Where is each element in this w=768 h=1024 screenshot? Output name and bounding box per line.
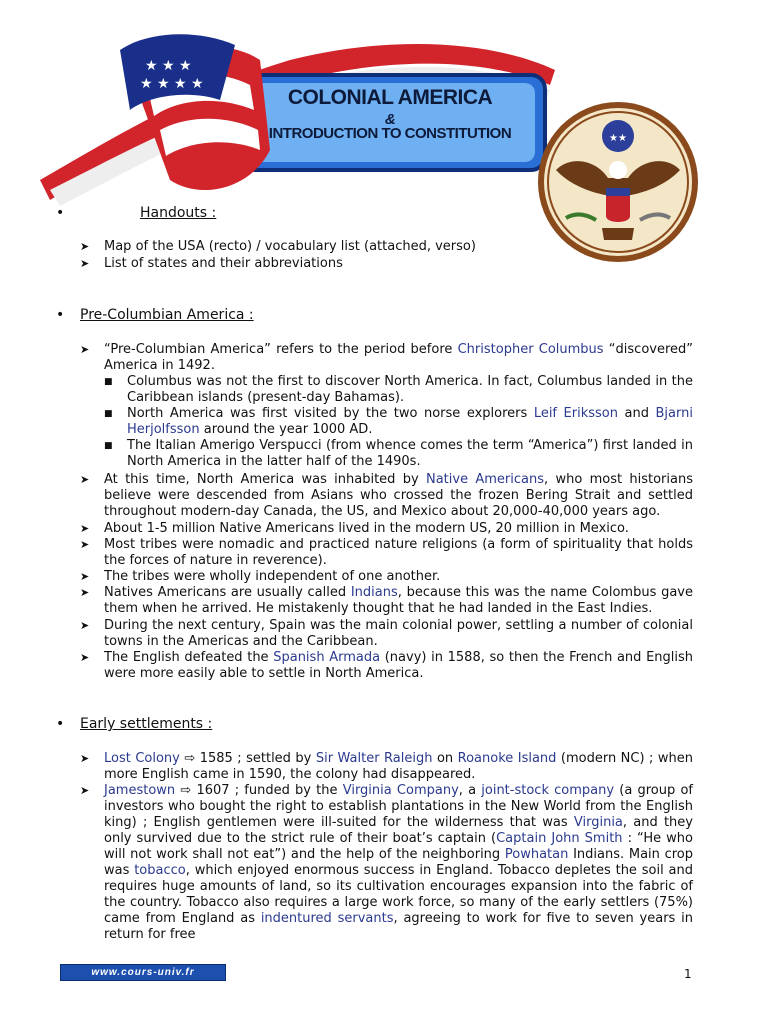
list-item: ➤ The English defeated the Spanish Armada (navy) in 1588, so then the French and English were more easily able to settle in North America. bbox=[80, 650, 694, 681]
square-bullet-icon: ■ bbox=[104, 441, 113, 451]
arrow-bullet-icon: ➤ bbox=[80, 257, 90, 270]
arrow-bullet-icon: ➤ bbox=[80, 240, 90, 253]
term-highlight: joint-stock company bbox=[481, 783, 615, 798]
bullet-dot: • bbox=[56, 716, 65, 732]
heading-text: Early settlements : bbox=[80, 716, 213, 732]
arrow-bullet-icon: ➤ bbox=[80, 343, 90, 356]
list-item: ➤ Map of the USA (recto) / vocabulary list (attached, verso) bbox=[80, 239, 476, 254]
arrow-bullet-icon: ➤ bbox=[80, 522, 90, 535]
svg-text:★ ★ ★ ★: ★ ★ ★ ★ bbox=[140, 76, 204, 92]
list-item: ➤ “Pre-Columbian America” refers to the period before Christopher Columbus “discovered” America in 1492. bbox=[80, 342, 694, 373]
list-item: ➤ The tribes were wholly independent of one another. bbox=[80, 569, 441, 584]
page-number: 1 bbox=[684, 967, 692, 981]
term-highlight: Virginia Company bbox=[342, 783, 459, 798]
bullet-dot: • bbox=[56, 205, 65, 221]
list-item: ➤ During the next century, Spain was the main colonial power, settling a number of colonial towns in the Americas and the Caribbean. bbox=[80, 618, 693, 649]
arrow-bullet-icon: ➤ bbox=[80, 473, 90, 486]
term-highlight: Christopher Columbus bbox=[457, 342, 604, 357]
sub-list-item: ■ Columbus was not the first to discover North America. In fact, Columbus landed in the Caribbean islands (present-day Bahamas). bbox=[104, 374, 693, 405]
term-highlight: Roanoke Island bbox=[457, 751, 557, 766]
term-highlight: Bjarni Herjolfsson bbox=[127, 406, 693, 437]
header-banner bbox=[30, 30, 560, 210]
banner-title-line1: COLONIAL AMERICA bbox=[287, 86, 493, 109]
sub-list-item: ■ North America was first visited by the two norse explorers Leif Eriksson and Bjarni Herjolfsson around the year 1000 AD. bbox=[104, 406, 693, 437]
arrow-bullet-icon: ➤ bbox=[80, 538, 90, 551]
term-highlight: tobacco bbox=[134, 863, 186, 878]
heading-text: Pre-Columbian America : bbox=[80, 307, 254, 323]
term-highlight: Powhatan bbox=[504, 847, 569, 862]
footer-site-link[interactable]: www.cours-univ.fr bbox=[60, 964, 226, 981]
sub-list-item: ■ The Italian Amerigo Verspucci (from whence comes the term “America”) first landed in North America in the latter half of the 1490s. bbox=[104, 438, 693, 469]
arrow-bullet-icon: ➤ bbox=[80, 752, 90, 765]
square-bullet-icon: ■ bbox=[104, 409, 113, 419]
term-highlight: Indians bbox=[350, 585, 398, 600]
list-item: ➤ At this time, North America was inhabited by Native Americans, who most historians believe were descended from Asians who crossed the frozen Bering Strait and settled throughout modern-day Canada, the US, and Mexico about 20,000-40,000 years ago. bbox=[80, 472, 693, 519]
list-item: ➤ List of states and their abbreviations bbox=[80, 256, 343, 271]
term-highlight: Sir Walter Raleigh bbox=[315, 751, 433, 766]
svg-text:★★: ★★ bbox=[609, 133, 627, 144]
arrow-bullet-icon: ➤ bbox=[80, 570, 90, 583]
svg-text:★ ★ ★: ★ ★ ★ bbox=[145, 58, 192, 74]
banner-ampersand: & bbox=[384, 111, 396, 128]
term-highlight: Leif Eriksson bbox=[533, 406, 618, 421]
term-highlight: Lost Colony bbox=[104, 751, 180, 766]
term-highlight: Virginia bbox=[573, 815, 623, 830]
term-highlight: Native Americans bbox=[425, 472, 545, 487]
list-item: ➤ Most tribes were nomadic and practiced nature religions (a form of spirituality that holds the forces of nature in reverence). bbox=[80, 537, 693, 568]
banner-title-line2: INTRODUCTION TO CONSTITUTION bbox=[268, 125, 512, 142]
arrow-bullet-icon: ➤ bbox=[80, 784, 90, 797]
arrow-bullet-icon: ➤ bbox=[80, 619, 90, 632]
term-highlight: indentured servants bbox=[260, 911, 394, 926]
square-bullet-icon: ■ bbox=[104, 377, 113, 387]
term-highlight: Jamestown bbox=[104, 783, 176, 798]
bullet-dot: • bbox=[56, 307, 65, 323]
list-item: ➤ Lost Colony ⇨ 1585 ; settled by Sir Walter Raleigh on Roanoke Island (modern NC) ; when more English came in 1590, the colony had disappeared. bbox=[80, 751, 693, 782]
heading-text: Handouts : bbox=[140, 205, 217, 221]
arrow-bullet-icon: ➤ bbox=[80, 651, 90, 664]
list-item: ➤ Jamestown ⇨ 1607 ; funded by the Virginia Company, a joint-stock company (a group of investors who bought the right to establish plantations in the New World from the English king) ; English gentlemen were ill-suited for the wilderness that was Virginia, and they only survived due to the strict rule of their boat’s captain (Captain John Smith : “He who will not work shall not eat”) and the help of the neighboring Powhatan Indians. Main crop was tobacco, which enjoyed enormous success in England. Tobacco depletes the soil and requires huge amounts of land, so its cultivation encourages expansion into the fabric of the country. Tobacco also requires a large work force, so many of the early settlers (75%) came from England as indentured servants, agreeing to work for five to seven years in return for free bbox=[80, 783, 694, 942]
term-highlight: Spanish Armada bbox=[273, 650, 381, 665]
term-highlight: Captain John Smith bbox=[496, 831, 623, 846]
arrow-bullet-icon: ➤ bbox=[80, 586, 90, 599]
list-item: ➤ Natives Americans are usually called Indians, because this was the name Colombus gave them when he arrived. He mistakenly thought that he had landed in the East Indies. bbox=[80, 585, 693, 616]
list-item: ➤ About 1-5 million Native Americans lived in the modern US, 20 million in Mexico. bbox=[80, 521, 629, 536]
